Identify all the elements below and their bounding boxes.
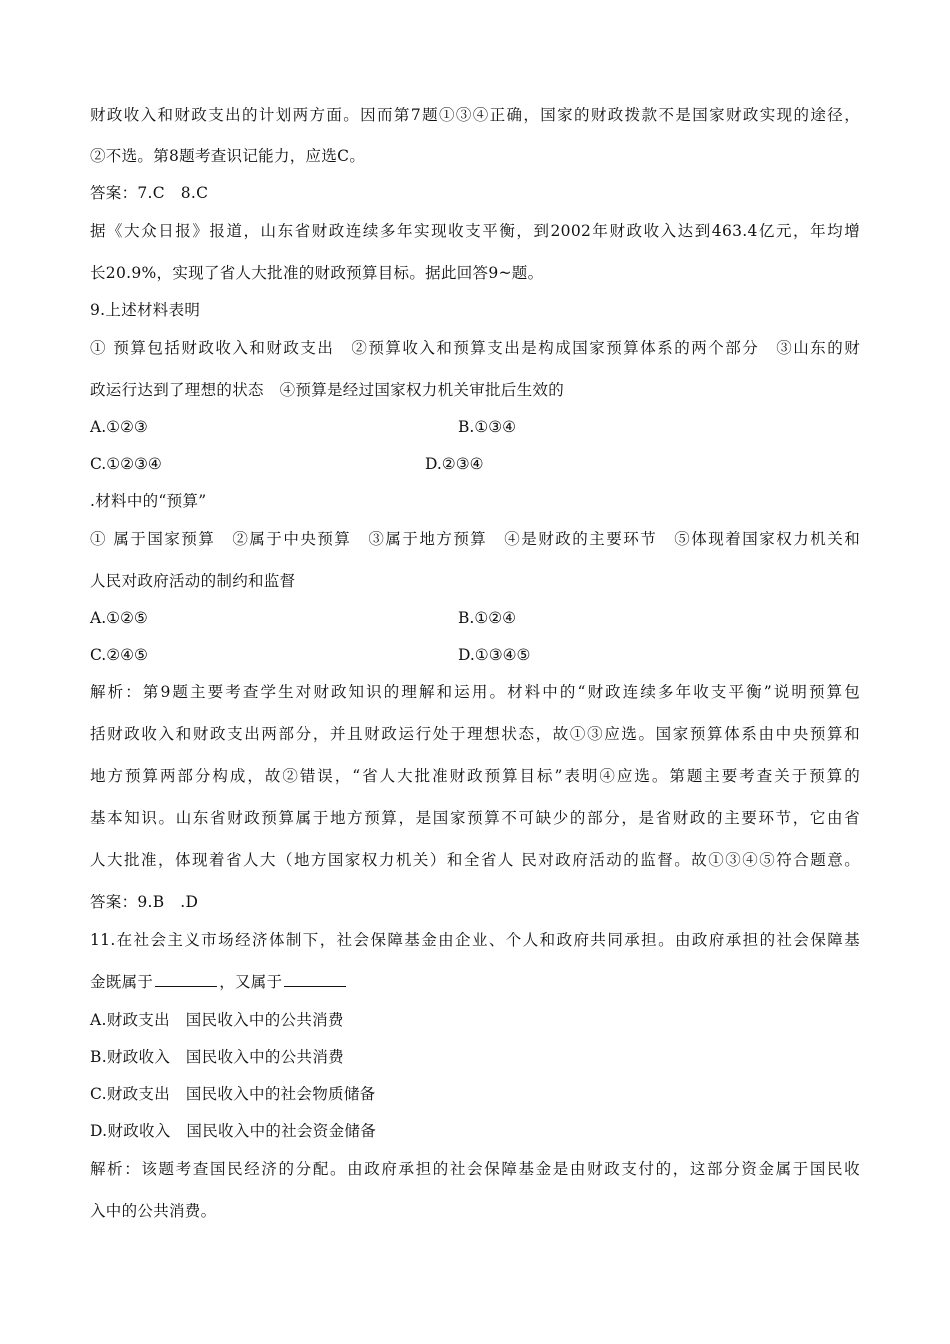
option-11b: B.财政收入 国民收入中的公共消费 (90, 1048, 344, 1066)
option-11c: C.财政支出 国民收入中的社会物质储备 (90, 1085, 376, 1103)
text-line: 入中的公共消费。 (90, 1202, 217, 1220)
answer-line: 答案：9.B .D (90, 893, 199, 911)
text-line: 人大批准，体现着省人大（地方国家权力机关）和全省人 民对政府活动的监督。故①③④⑤符合题意。 (90, 851, 860, 869)
option-10b: B.①②④ (458, 609, 517, 627)
answer-blank (155, 972, 217, 987)
text-line: 基本知识。山东省财政预算属于地方预算，是国家预算不可缺少的部分，是省财政的主要环节，它由省 (90, 809, 860, 827)
option-9c: C.①②③④ (90, 455, 162, 473)
text-line: 政运行达到了理想的状态 ④预算是经过国家权力机关审批后生效的 (90, 381, 565, 399)
text-line: 据《大众日报》报道，山东省财政连续多年实现收支平衡，到2002年财政收入达到463.4亿元，年均增 (90, 222, 860, 240)
text-line: 人民对政府活动的制约和监督 (90, 572, 296, 590)
option-9d: D.②③④ (425, 455, 484, 473)
text-line (90, 972, 348, 992)
text-line: 解析：该题考查国民经济的分配。由政府承担的社会保障基金是由财政支付的，这部分资金属于国民收 (90, 1160, 860, 1178)
text-line: 地方预算两部分构成，故②错误，“省人大批准财政预算目标”表明④应选。第题主要考查关于预算的 (90, 767, 860, 785)
question-10-stem: .材料中的“预算” (90, 492, 207, 510)
option-9a: A.①②③ (90, 418, 148, 436)
text-line: ① 预算包括财政收入和财政支出 ②预算收入和预算支出是构成国家预算体系的两个部分 ③山东的财 (90, 339, 860, 357)
text-fragment: 金既属于 (90, 973, 154, 991)
option-10d: D.①③④⑤ (458, 646, 531, 664)
option-9b: B.①③④ (458, 418, 517, 436)
text-line: ① 属于国家预算 ②属于中央预算 ③属于地方预算 ④是财政的主要环节 ⑤体现着国家权力机关和 (90, 530, 860, 548)
option-10a: A.①②⑤ (90, 609, 148, 627)
answer-blank (284, 972, 346, 987)
text-line: 解析：第9题主要考查学生对财政知识的理解和运用。材料中的“财政连续多年收支平衡”说明预算包 (90, 683, 860, 701)
text-line: 括财政收入和财政支出两部分，并且财政运行处于理想状态，故①③应选。国家预算体系由中央预算和 (90, 725, 860, 743)
option-10c: C.②④⑤ (90, 646, 148, 664)
text-fragment: ，又属于 (219, 973, 283, 991)
question-9-stem: 9.上述材料表明 (90, 301, 201, 319)
option-11d: D.财政收入 国民收入中的社会资金储备 (90, 1122, 377, 1140)
text-line: 长20.9%，实现了省人大批准的财政预算目标。据此回答9~题。 (90, 264, 544, 282)
text-line: 财政收入和财政支出的计划两方面。因而第7题①③④正确，国家的财政拨款不是国家财政实现的途径， (90, 106, 860, 124)
text-line: ②不选。第8题考查识记能力，应选C。 (90, 147, 366, 165)
answer-line: 答案：7.C 8.C (90, 184, 209, 202)
question-11-stem: 11.在社会主义市场经济体制下，社会保障基金由企业、个人和政府共同承担。由政府承担的社会保障基 (90, 931, 860, 949)
option-11a: A.财政支出 国民收入中的公共消费 (90, 1011, 344, 1029)
